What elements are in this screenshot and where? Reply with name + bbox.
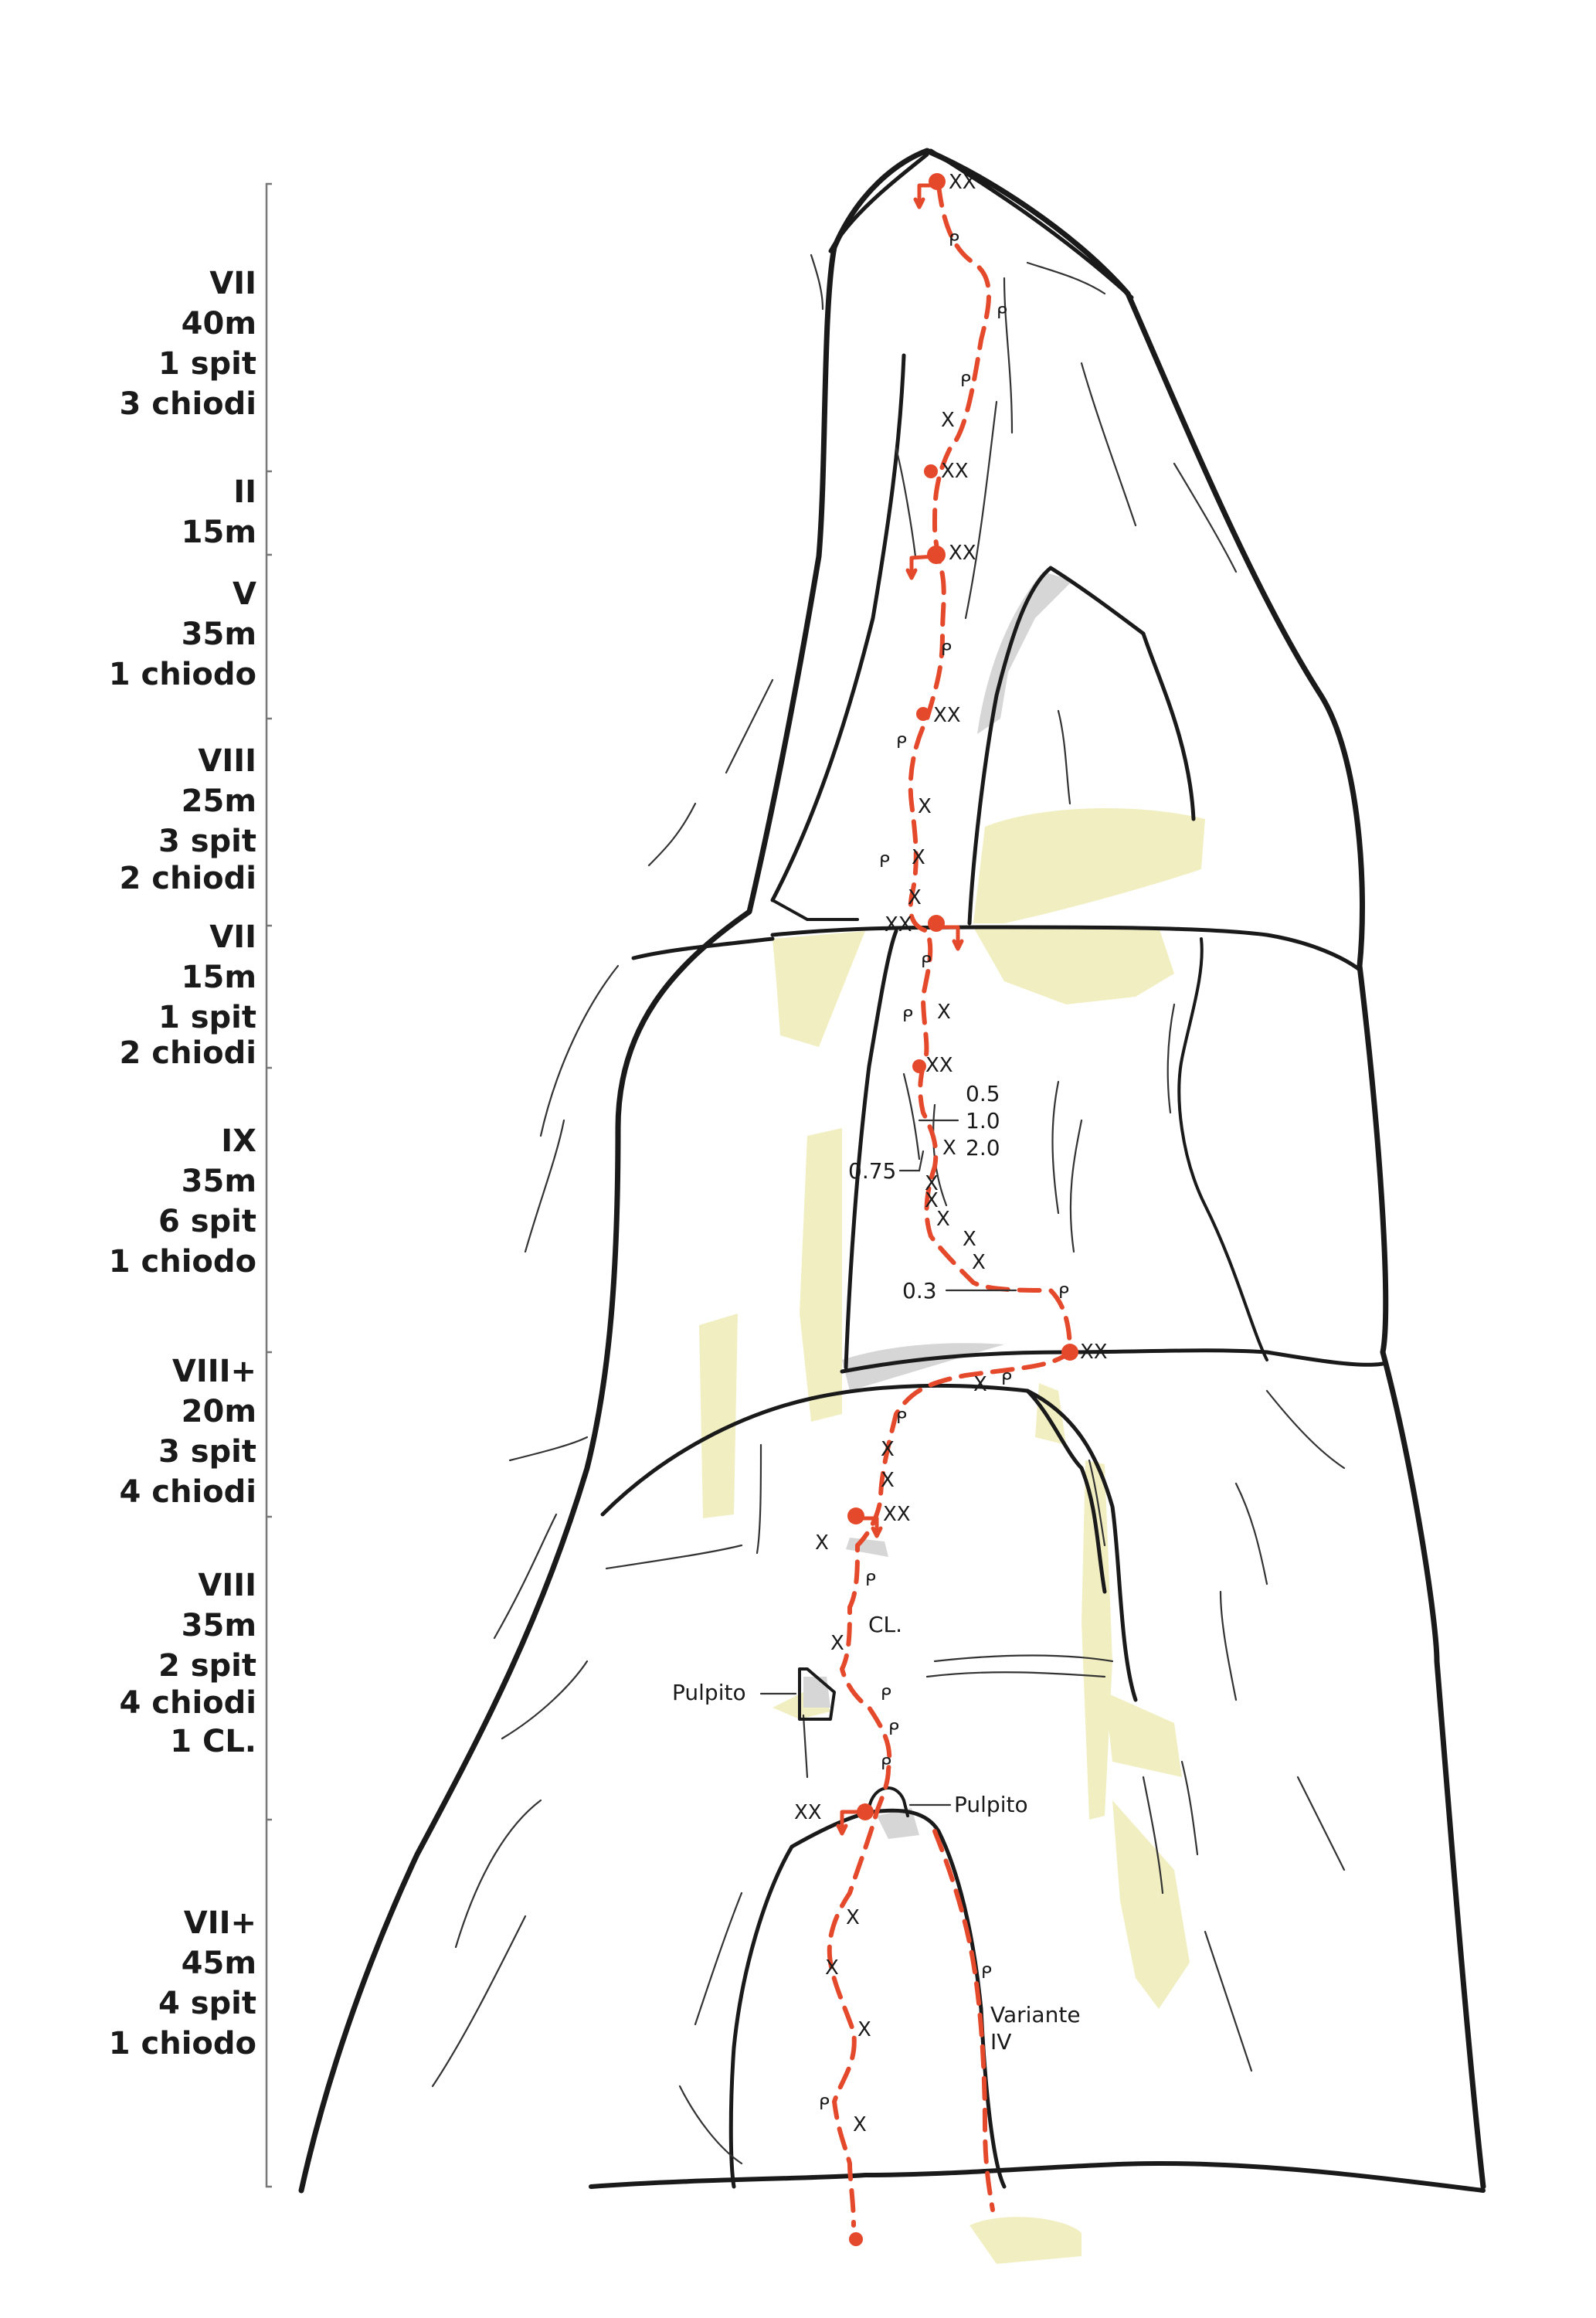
bolt-marker: X: [937, 1001, 951, 1024]
bolt-marker: X: [908, 886, 922, 909]
svg-text:4 chiodi: 4 chiodi: [119, 1474, 256, 1510]
svg-text:IX: IX: [221, 1123, 256, 1159]
peg-icon: ᑭ: [1058, 1283, 1069, 1303]
bolt-marker: X: [918, 795, 932, 818]
svg-text:35m: 35m: [181, 1608, 256, 1643]
bolt-marker: XX: [941, 460, 969, 483]
svg-text:4 chiodi: 4 chiodi: [119, 1685, 256, 1721]
svg-text:1 spit: 1 spit: [158, 346, 256, 382]
svg-text:25m: 25m: [181, 783, 256, 819]
svg-text:VIII+: VIII+: [171, 1354, 256, 1389]
peg-icon: ᑭ: [865, 1571, 876, 1590]
peg-icon: ᑭ: [896, 1409, 907, 1428]
bolt-marker: X: [881, 1469, 895, 1492]
bolt-marker: X: [973, 1373, 987, 1396]
bolt-marker: X: [925, 1172, 939, 1195]
bolt-marker: XX: [883, 1503, 911, 1526]
bolt-marker: X: [815, 1531, 829, 1555]
bolt-marker: X: [825, 1956, 839, 1980]
peg-icon: ᑭ: [902, 1007, 913, 1026]
svg-text:6 spit: 6 spit: [158, 1204, 256, 1239]
svg-text:45m: 45m: [181, 1946, 256, 1981]
svg-text:3 chiodi: 3 chiodi: [119, 386, 256, 422]
svg-text:20m: 20m: [181, 1394, 256, 1429]
bolt-marker: X: [941, 409, 955, 432]
svg-text:1 chiodo: 1 chiodo: [108, 2026, 256, 2061]
svg-text:VII: VII: [209, 266, 256, 301]
cam-size-label: 0.75: [848, 1158, 897, 1184]
bolt-marker: XX: [949, 542, 976, 565]
bolt-marker: X: [972, 1251, 986, 1274]
pitch-legend: [109, 184, 272, 2187]
pitch-8: [120, 1568, 256, 1759]
bolt-marker: X: [942, 1137, 956, 1160]
svg-text:35m: 35m: [181, 617, 256, 652]
peg-icon: ᑭ: [960, 372, 971, 391]
cam-size-label: 2.0: [966, 1135, 1000, 1161]
peg-icon: ᑭ: [941, 641, 952, 660]
svg-text:15m: 15m: [181, 960, 256, 995]
cam-size-label: 1.0: [966, 1108, 1000, 1134]
svg-text:VII: VII: [209, 919, 256, 955]
bolt-marker: X: [936, 1208, 950, 1231]
bolt-marker: X: [881, 1438, 895, 1461]
vegetation-patches: [699, 808, 1205, 2264]
pitch-6: [109, 1123, 256, 1280]
svg-text:15m: 15m: [181, 515, 256, 550]
cl-label: CL.: [868, 1612, 903, 1637]
svg-text:1 CL.: 1 CL.: [170, 1724, 256, 1759]
pitch-7: [120, 1354, 256, 1510]
bolt-marker: XX: [1080, 1341, 1108, 1364]
bolt-marker: XX: [925, 1054, 953, 1077]
svg-text:V: V: [233, 576, 256, 612]
pitch-2: [182, 474, 256, 550]
bolt-marker: XX: [794, 1801, 822, 1824]
peg-icon: ᑭ: [888, 1720, 899, 1739]
svg-text:II: II: [233, 474, 256, 510]
pitch-3: [109, 576, 256, 692]
svg-text:40m: 40m: [181, 306, 256, 342]
cam-size-label: 0.5: [966, 1081, 1000, 1106]
peg-icon: ᑭ: [881, 1755, 891, 1774]
svg-text:2 chiodi: 2 chiodi: [119, 861, 256, 896]
svg-text:1 spit: 1 spit: [158, 1000, 256, 1035]
climbing-route: [830, 173, 1078, 2246]
annotations: [672, 1081, 1081, 2055]
svg-text:2 spit: 2 spit: [158, 1648, 256, 1684]
pitch-9: [109, 1905, 256, 2061]
peg-icon: ᑭ: [997, 304, 1007, 323]
bolt-marker: X: [846, 1906, 860, 1929]
pitch-4: [120, 743, 256, 896]
bolt-marker: X: [853, 2113, 867, 2136]
svg-text:VII+: VII+: [183, 1905, 256, 1941]
variante-label: Variante: [990, 2002, 1081, 2027]
peg-icon: ᑭ: [1001, 1370, 1012, 1389]
pulpito-label: Pulpito: [672, 1680, 746, 1705]
peg-icon: ᑭ: [879, 852, 890, 872]
peg-icon: ᑭ: [896, 733, 907, 753]
svg-text:35m: 35m: [181, 1164, 256, 1199]
svg-text:VIII: VIII: [198, 1568, 256, 1603]
bolt-marker: X: [857, 2018, 871, 2041]
peg-icon: ᑭ: [981, 1963, 992, 1983]
bolt-marker: X: [830, 1632, 844, 1655]
bolt-marker: X: [912, 846, 925, 869]
peg-icon: ᑭ: [921, 953, 932, 972]
variante-label: IV: [990, 2029, 1012, 2055]
bolt-marker: XX: [933, 704, 961, 727]
peg-icon: ᑭ: [949, 231, 959, 250]
bolt-marker: XX: [949, 171, 976, 194]
svg-text:3 spit: 3 spit: [158, 1434, 256, 1470]
svg-text:1 chiodo: 1 chiodo: [108, 657, 256, 692]
svg-text:3 spit: 3 spit: [158, 824, 256, 859]
svg-text:VIII: VIII: [198, 743, 256, 779]
svg-text:4 spit: 4 spit: [158, 1986, 256, 2021]
peg-icon: ᑭ: [819, 2095, 830, 2114]
pitch-5: [120, 919, 256, 1071]
cam-size-label: 0.3: [902, 1278, 937, 1303]
bolt-marker: X: [963, 1228, 976, 1251]
pulpito-label: Pulpito: [954, 1792, 1028, 1817]
bolt-marker: X: [925, 1189, 939, 1212]
pitch-1: [120, 266, 256, 422]
bolt-marker: XX: [885, 913, 912, 936]
svg-text:1 chiodo: 1 chiodo: [108, 1244, 256, 1280]
peg-icon: ᑭ: [881, 1685, 891, 1705]
svg-text:2 chiodi: 2 chiodi: [119, 1035, 256, 1071]
